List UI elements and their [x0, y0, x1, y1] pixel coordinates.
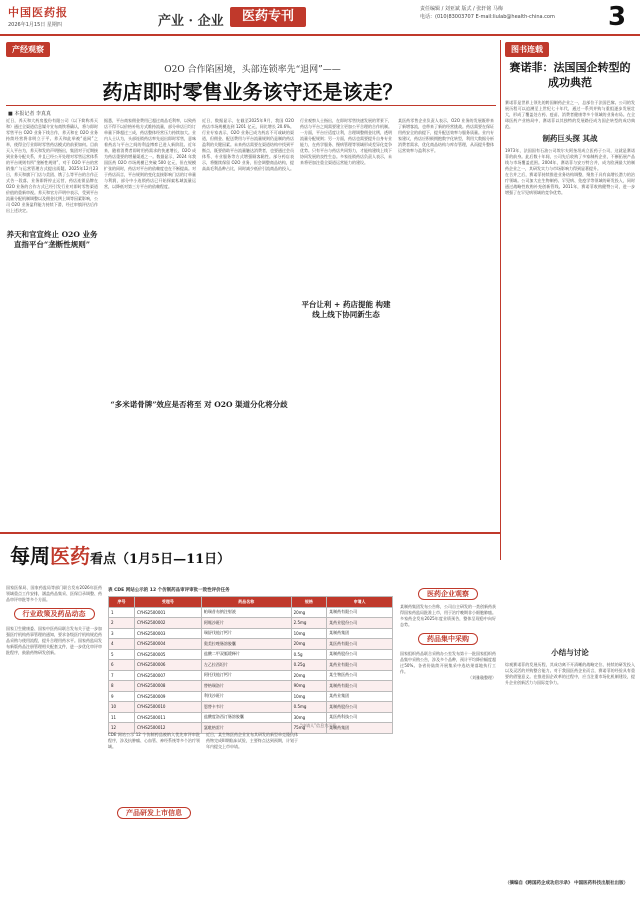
col1-text: 近日，养天和大药房股份有限公司（以下简称养天和）通过全渠道信息媒介宣布商铁将确认，将与即时零售平台 O2O 业务下线合作，养天和在 O2O 业务持续经营将非明立于平。养天和此举被“退网”之举，使得全行业即时零售药店模式的前景如何。目前天入平台为，养天和发的声明指出，集团对于近期接到业务分配关系，并且已经公开处理对零售运营体系的平台规则有所“垄断性规则”，对于 O2O 平台的营销推广与运营管理方式提出质疑。2025年12月23日，养天和旗下门店与美团、饿了么等平台的合作正式告一段落，业务即将停止运营，药店连锁品牌在 O2O 业务的合作方式已经引发行业对即时零售渠道价值的重新审视。养天和官方声明中表示，受到平台流量分配机制调整以及佣金比例上调等因素影响，公司 O2O 业务盈利能力持续下滑，经过审慎评估后作出上述决定。 — [6, 118, 98, 213]
weekly-signature: （刘雅璇整理） — [468, 675, 496, 680]
special-badge: 医药专刊 — [230, 7, 306, 27]
serial-para-2: 1973年，法国国有石油公司埃尔夫阿奎坦成立医药子公司，这就是赛诺菲的前身。此后数十年间，公司先后收购了多家制药企业，不断拓展产品线与市场覆盖范围。2004年，赛诺菲与安万特合并，成为欧洲最大的制药企业之一，其研发实力与市场影响力得到显著提升。 — [505, 148, 635, 171]
rd-box — [108, 800, 200, 819]
table-cell: 某制药有限公司 — [327, 607, 393, 618]
article-headline: 药店即时零售业务该守还是该走？ — [102, 80, 403, 104]
channel-title: 产业 · 企业 — [158, 14, 224, 29]
table-caption: 表 CDE 网站公示的 12 个仿制药品审评审批一致性评价任务 — [108, 588, 230, 593]
table-cell: CYHS2500010 — [134, 702, 201, 713]
table-cell: 恩替卡韦片 — [201, 702, 291, 713]
th-index: 序号 — [109, 597, 135, 608]
table-cell: CYHS2500008 — [134, 681, 201, 692]
table-note: “申请人”信息为示意 — [300, 723, 337, 728]
table-cell: 10mg — [291, 628, 327, 639]
article-col-2 — [104, 118, 196, 528]
byline: ■ 本报记者 李真真 — [8, 111, 51, 117]
table-cell: CYHS2500009 — [134, 691, 201, 702]
policy-box-title: 行业政策及药品动态 — [14, 608, 95, 620]
th-drug: 药品名称 — [201, 597, 291, 608]
table-cell: 9 — [109, 691, 135, 702]
article-col-3 — [202, 118, 294, 528]
weekly-title — [10, 540, 230, 569]
table-cell: 某医药有限公司 — [327, 639, 393, 650]
subhead-3: 平台让利 + 药店提能 构建线上线下协同新生态 — [301, 300, 391, 319]
weekly-top-rule — [0, 532, 500, 534]
serial-subhead-1: 制药巨头探 其战 — [542, 134, 598, 143]
table-cell: 1 — [109, 607, 135, 618]
table-row — [109, 660, 393, 671]
table-cell: 某制药股份公司 — [327, 702, 393, 713]
article-col-5 — [398, 118, 494, 528]
serial-para-4: 综观赛诺菲的发展历程，其成功离不开清晰的战略定位、持续的研发投入以及灵活的并购整合能力。对于我国医药企业而言，赛诺菲的经验具有重要的借鉴意义。在推进国企改革的过程中，应当注重市场化机制建设，提升企业创新活力与国际竞争力。 — [505, 662, 635, 685]
col2-text: 据悉，平台商家佣金费用已超过商品毛利率，以致药店不得不以价格补贴方式维持流量，部分单店日均订单量下降超过三成，药店整体经营压力持续加大。业内人士认为，头部连锁药店率先退出即时零售，意味着药店与平台之间的利益博弈已进入新阶段。近年来，随着消费者即时用药需求的快速增长，O2O 成为药店重要的增量渠道之一。数据显示，2024 年我国医药 O2O 市场规模已突破 500 亿元，但在规模扩张的同时，药店对平台的依赖度也在不断提高。对于药店而言，平台规则的变化直接影响门店的订单量与利润，部分中小连锁药店已开始探索私域流量运营，以降低对第三方平台的依赖程度。 — [104, 118, 196, 189]
generics-table — [108, 596, 393, 734]
table-cell: 11 — [109, 712, 135, 723]
table-cell: 20mg — [291, 670, 327, 681]
table-row — [109, 681, 393, 692]
serial-para-1: 赛诺菲是世界上领先的跨国制药企业之一，总部位于法国巴黎。公司的发展历程可以追溯至上世纪七十年代，通过一系列并购与重组逐步发展壮大，形成了覆盖处方药、疫苗、消费者健康等多个领域的业务布局。在全球医药产业格局中，赛诺菲以其独特的发展路径成为国企转型的成功典范。 — [505, 100, 635, 129]
editor-line-2: 电话：(010)83003707 E-mail:liulab@health-china.com — [420, 14, 555, 20]
rd-box-title: 产品研发上市信息 — [117, 807, 191, 819]
table-row — [109, 618, 393, 629]
table-cell: CYHS2500011 — [134, 712, 201, 723]
table-cell: 3 — [109, 628, 135, 639]
table-cell: CYHS2500001 — [134, 607, 201, 618]
weekly-title-right: 看点（1月5日—11日） — [90, 552, 231, 567]
table-row — [109, 712, 393, 723]
table-cell: 6 — [109, 660, 135, 671]
weekly-title-left: 每周 — [10, 544, 50, 568]
page-header — [0, 0, 640, 36]
table-row — [109, 639, 393, 650]
article-col-1 — [6, 118, 98, 528]
th-applicant: 申请人 — [327, 597, 393, 608]
table-cell: CYHS2500004 — [134, 639, 201, 650]
table-cell: 某药业集团 — [327, 691, 393, 702]
table-cell: 20mg — [291, 639, 327, 650]
th-accept: 受理号 — [134, 597, 201, 608]
table-row — [109, 607, 393, 618]
table-cell: 30mg — [291, 712, 327, 723]
cde-note-text: CDE 网站公示 12 个仿制药品被纳入优先审评审批程序，涉及抗肿瘤、心血管、神经系统等多个治疗领域。 — [108, 732, 200, 749]
table-cell: CYHS2500002 — [134, 618, 201, 629]
table-cell: 阿托伐他汀钙片 — [201, 670, 291, 681]
table-cell: 5 — [109, 649, 135, 660]
weekly-left-body: 国家卫生健康委、国家中医药局联合发布关于进一步加强医疗机构药事管理的通知，要求各级医疗机构规范药品采购与使用流程，提升合理用药水平。国家药监局发布新版药品注册管理相关配套文件，进一步优化审评审批程序，鼓励药物研发创新。 — [6, 626, 102, 655]
page-number: 3 — [608, 2, 627, 32]
table-cell: CYHS2500007 — [134, 670, 201, 681]
table-body — [109, 607, 393, 733]
weekly-title-mid: 医药 — [50, 544, 90, 568]
subhead-2: “多米诺骨牌”效应是否将至 对 O2O 渠道分化将分歧 — [104, 400, 294, 410]
table-cell: 75mg — [291, 723, 327, 734]
right-column-divider — [500, 40, 501, 560]
serial-para-3: 在合并之后，赛诺菲持续推进业务结构调整，聚焦于具有高增长潜力的治疗领域。公司加大在生物制药、罕见病、免疫学等领域的研发投入，同时通过战略性收购补充创新管线。2011年，赛诺菲收购健赞公司，进一步增强了在罕见病领域的竞争优势。 — [505, 172, 635, 195]
weekly-right-col — [400, 585, 496, 895]
table-cell: 2 — [109, 618, 135, 629]
table-cell: 某生物医药公司 — [327, 670, 393, 681]
table-cell: 盐酸二甲双胍缓释片 — [201, 649, 291, 660]
serial-title: 赛诺菲：法国国企转型的成功典范 — [509, 61, 631, 89]
section-tag-right: 图书连载 — [505, 42, 549, 57]
weekly-mid-body: 近日，某生物医药企业宣布其研发的新型单克隆抗体药物完成III期临床试验，主要终点达到预期，计划于年内提交上市申请。 — [206, 732, 298, 749]
table-cell: 某制药有限公司 — [327, 681, 393, 692]
table-cell: 10mg — [291, 691, 327, 702]
table-cell: CYHS2500006 — [134, 660, 201, 671]
col5-text: 某医药零售企业负责人表示，O2O 业务的发展既带来了新增客流，也带来了新的经营挑战。药店需要在保证用药安全的前提下，提升配送效率与服务质量。业内专家建议，药店应积极拥抱数字化转型，利用大数据分析消费者需求，优化商品结构与库存管理，从而提升整体运营效率与盈利水平。 — [398, 118, 494, 153]
byline-text: 本报记者 李真真 — [14, 111, 51, 117]
table-row — [109, 702, 393, 713]
table-header-row — [109, 597, 393, 608]
weekly-right-body-1: 某制药集团发布公告称，公司自主研发的一类创新药获得国家药监局批准上市，用于治疗晚期非小细胞肺癌。多家药企发布2025年度业绩预告，整体呈现稳中向好态势。 — [400, 604, 496, 627]
table-cell: 2.5mg — [291, 618, 327, 629]
table-cell: 8 — [109, 681, 135, 692]
table-cell: 某药业股份公司 — [327, 618, 393, 629]
editor-line-1: 责任编辑 / 刘亚斌 版式 / 张轩铭 马梅 — [420, 6, 503, 12]
table-cell: 90mg — [291, 681, 327, 692]
section-tag-left: 产经观察 — [6, 42, 50, 57]
cde-note — [108, 732, 200, 792]
col4-text: 行业观察人士指出，在即时零售快速发展的背景下，药店与平台之间需要建立更加公平合理的合作机制。一方面，平台应适度让利，合理调整佣金比例，透明流量分配规则；另一方面，药店也需要提升自身专业能力，在药学服务、慢病管理等领域形成差异化竞争优势。只有平台与药店共同努力，才能构建线上线下协同发展的良性生态。多家连锁药店负责人表示，未来将更加注重全渠道运营能力的建设。 — [300, 118, 392, 165]
table-cell: 0.5g — [291, 649, 327, 660]
weekly-left-col — [6, 585, 102, 885]
company-box-title: 医药企业观察 — [418, 588, 478, 600]
table-cell: 4 — [109, 639, 135, 650]
table-cell: CYHS2500005 — [134, 649, 201, 660]
weekly-right-body-2: 国家组织药品联合采购办公室发布第十一批国家组织药品集中采购公告，涉及多个品种，预计平均降价幅度超过50%。各省份陆续开展集采中选结果落地执行工作。 — [400, 651, 496, 674]
article-col-4 — [300, 118, 392, 528]
table-cell: 7 — [109, 670, 135, 681]
table-cell: 某制药集团 — [327, 723, 393, 734]
table-row — [109, 670, 393, 681]
table-cell: 阿哌沙班片 — [201, 618, 291, 629]
table-cell: CYHS2500003 — [134, 628, 201, 639]
headline-divider — [6, 105, 496, 106]
table-row — [109, 649, 393, 660]
table-cell: CYHS2500012 — [134, 723, 201, 734]
table-cell: 0.5mg — [291, 702, 327, 713]
weekly-mid-col — [206, 732, 298, 892]
table-cell: 替格瑞洛片 — [201, 681, 291, 692]
serial-conclusion — [505, 662, 635, 872]
table-cell: 某制药集团 — [327, 628, 393, 639]
article-kicker: O2O 合作陷困境，头部连锁率先“退网”—— — [164, 65, 341, 75]
table-cell: 12 — [109, 723, 135, 734]
table-cell: 瑞舒伐他汀钙片 — [201, 628, 291, 639]
col3-text: 近日，数据显示，在截至2025年9月，我国 O2O 药店市场规模达到 1201 亿元，同比增长 20.6%。行业专家表示，O2O 业务已成为药店不可或缺的渠道，但佣金、配送费用与平台流量规则仍是制约药店盈利的关键因素。未来药店需要在渠道结构中找到平衡点，既要借助平台流量触达消费者，也要通过会员体系、专业服务等方式增强顾客黏性。部分药店表示，将继续保留 O2O 业务，但会调整商品结构，提高高毛利品种占比，同时减少低价引流商品的投入。 — [202, 118, 294, 171]
table-cell: 奥美拉唑肠溶胶囊 — [201, 639, 291, 650]
table-cell: 帕瑞昔布钠注射液 — [201, 607, 291, 618]
table-cell: 某药业有限公司 — [327, 660, 393, 671]
table-row — [109, 691, 393, 702]
weekly-intro: 国家医保局、国家药监局等部门联合发布2026年医药领域重点工作安排，涵盖药品集采、医保目录调整、药品审评审批等多个方面。 — [6, 585, 102, 602]
table-cell: 氯吡格雷片 — [201, 723, 291, 734]
masthead-logo: 中国医药报 — [8, 6, 68, 19]
table-cell: 10 — [109, 702, 135, 713]
table-cell: 利伐沙班片 — [201, 691, 291, 702]
table-cell: 0.25g — [291, 660, 327, 671]
editor-info — [420, 5, 555, 21]
serial-subhead-2: 小结与讨论 — [551, 648, 589, 657]
th-spec: 规格 — [291, 597, 327, 608]
table-row — [109, 628, 393, 639]
procurement-box-title: 药品集中采购 — [418, 633, 478, 645]
issue-date: 2026年1月15日 星期四 — [8, 22, 62, 28]
serial-body — [505, 100, 635, 555]
serial-credit: （摘编自《跨国药企成功启示录》 中国医药科技出版社出版） — [505, 881, 629, 886]
table-cell: 盐酸度洛西汀肠溶胶囊 — [201, 712, 291, 723]
table-cell: 某制药股份公司 — [327, 649, 393, 660]
subhead-1: 养天和官宣终止 O2O 业务 直指平台“垄断性规则” — [6, 230, 98, 249]
table-cell: 20mg — [291, 607, 327, 618]
table-cell: 某医药科技公司 — [327, 712, 393, 723]
table-cell: 左乙拉西坦片 — [201, 660, 291, 671]
